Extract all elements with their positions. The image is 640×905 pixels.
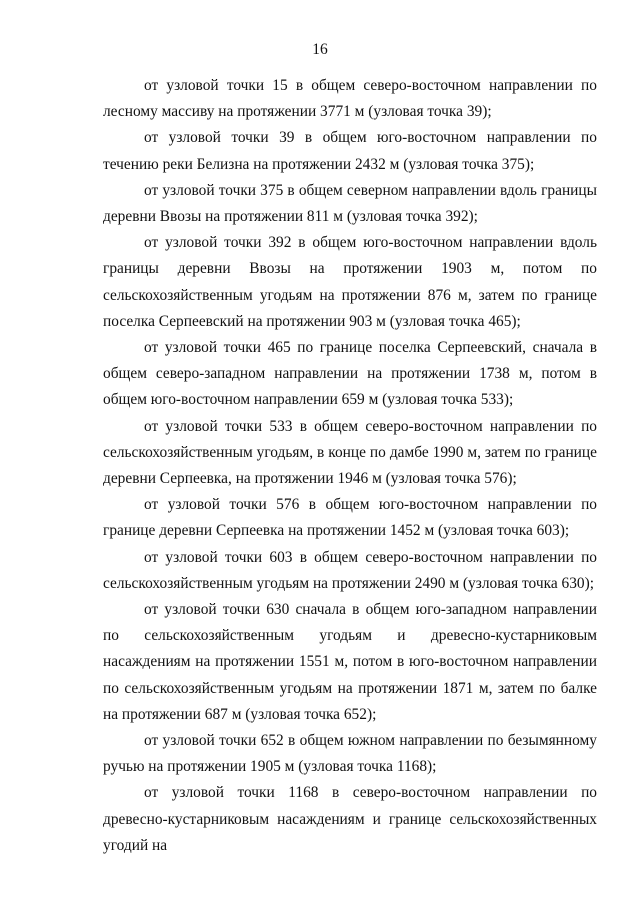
paragraph: от узловой точки 603 в общем северо-восточном направлении по сельскохозяйственным угодьям на протяжении 2490 м (узловая точка 630); [103,548,597,592]
document-body [103,73,597,859]
paragraph: от узловой точки 39 в общем юго-восточном направлении по течению реки Белизна на протяжении 2432 м (узловая точка 375); [103,129,597,173]
paragraph: от узловой точки 1168 в северо-восточном направлении по древесно-кустарниковым насаждениям и границе сельскохозяйственных угодий на [103,784,597,854]
paragraph: от узловой точки 15 в общем северо-восточном направлении по лесному массиву на протяжении 3771 м (узловая точка 39); [103,77,597,121]
paragraph: от узловой точки 630 сначала в общем юго-западном направлении по сельскохозяйственным угодьям и древесно-кустарниковым насаждениям на протяжении 1551 м, потом в юго-восточном направлении по сельскохозяйственным угодьям на протяжении 1871 м, затем по балке на протяжении 687 м (узловая точка 652); [103,601,597,723]
paragraph: от узловой точки 576 в общем юго-восточном направлении по границе деревни Серпеевка на протяжении 1452 м (узловая точка 603); [103,496,597,540]
paragraph: от узловой точки 533 в общем северо-восточном направлении по сельскохозяйственным угодьям, в конце по дамбе 1990 м, затем по границе деревни Серпеевка, на протяжении 1946 м (узловая точка 576); [103,417,597,488]
paragraph: от узловой точки 375 в общем северном направлении вдоль границы деревни Ввозы на протяжении 811 м (узловая точка 392); [103,181,597,226]
page-number: 16 [312,41,328,58]
paragraph: от узловой точки 652 в общем южном направлении по безымянному ручью на протяжении 1905 м (узловая точка 1168); [103,732,597,776]
paragraph: от узловой точки 465 по границе поселка Серпеевский, сначала в общем северо-западном направлении на протяжении 1738 м, потом в общем юго-восточном направлении 659 м (узловая точка 533); [103,339,597,409]
paragraph: от узловой точки 392 в общем юго-восточном направлении вдоль границы деревни Ввозы на протяжении 1903 м, потом по сельскохозяйственным угодьям на протяжении 876 м, затем по границе поселка Серпеевский на протяжении 903 м (узловая точка 465); [103,234,597,330]
